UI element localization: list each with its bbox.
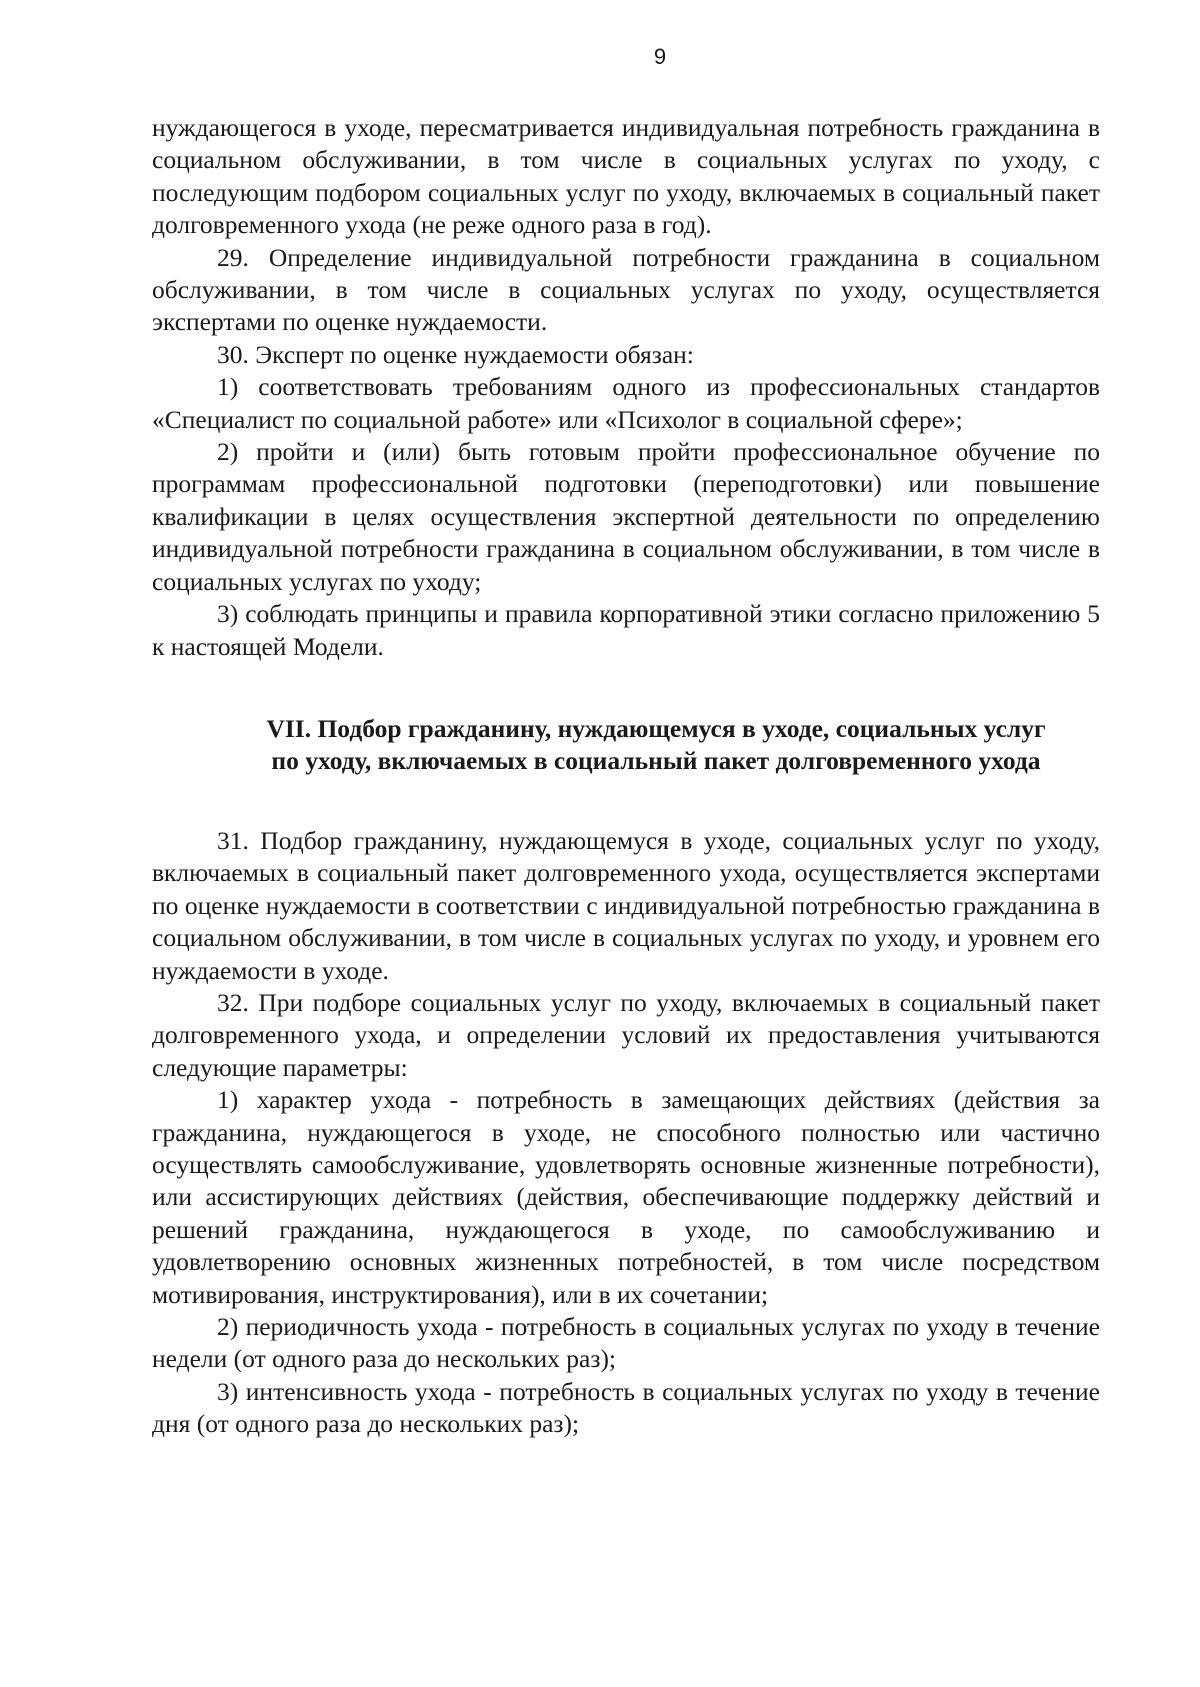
section-heading-line: по уходу, включаемых в социальный пакет долговременного ухода [271, 745, 1041, 775]
page-number: 9 [653, 44, 667, 69]
list-item: 2) пройти и (или) быть готовым пройти профессиональное обучение по программам профессиональной подготовки (переподготовки) или повышение квалификации в целях осуществления экспертной деятельности по определению индивидуальной потребности гражданина в социальном обслуживании, в том числе в социальных услугах по уходу; [152, 437, 1100, 596]
paragraph: нуждающегося в уходе, пересматривается индивидуальная потребность гражданина в социальном обслуживании, в том числе в социальных услугах по уходу, с последующим подбором социальных услуг по уходу, включаемых в социальный пакет долговременного ухода (не реже одного раза в год). [152, 113, 1100, 240]
paragraph: 32. При подборе социальных услуг по уходу, включаемых в социальный пакет долговременного ухода, и определении условий их предоставления учитываются следующие параметры: [152, 987, 1100, 1082]
list-item: 3) соблюдать принципы и правила корпоративной этики согласно приложению 5 к настоящей Модели. [152, 599, 1100, 661]
list-item: 1) характер ухода - потребность в замещающих действиях (действия за гражданина, нуждающегося в уходе, не способного полностью или частично осуществлять самообслуживание, удовлетворять основные жизненные потребности), или ассистирующих действиях (действия, обеспечивающие поддержку действий и решений гражданина, нуждающегося в уходе, по самообслуживанию и удовлетворению основных жизненных потребностей, в том числе посредством мотивирования, инструктирования), или в их сочетании; [152, 1085, 1100, 1309]
document-body [152, 112, 1100, 1441]
list-item: 2) периодичность ухода - потребность в социальных услугах по уходу в течение недели (от одного раза до нескольких раз); [152, 1312, 1100, 1374]
section-heading-line: VII. Подбор гражданину, нуждающемуся в уходе, социальных услуг [266, 713, 1046, 743]
list-item: 3) интенсивность ухода - потребность в социальных услугах по уходу в течение дня (от одного раза до нескольких раз); [152, 1376, 1100, 1439]
paragraph: 31. Подбор гражданину, нуждающемуся в уходе, социальных услуг по уходу, включаемых в социальный пакет долговременного ухода, осуществляется экспертами по оценке нуждаемости в соответствии с индивидуальной потребностью гражданина в социальном обслуживании, в том числе в социальных услугах по уходу, и уровнем его нуждаемости в уходе. [152, 825, 1100, 985]
paragraph: 30. Эксперт по оценке нуждаемости обязан: [217, 339, 694, 369]
list-item: 1) соответствовать требованиям одного из профессиональных стандартов «Специалист по социальной работе» или «Психолог в социальной сфере»; [152, 372, 1100, 434]
paragraph: 29. Определение индивидуальной потребности гражданина в социальном обслуживании, в том числе в социальных услугах по уходу, осуществляется экспертами по оценке нуждаемости. [152, 242, 1100, 337]
section-heading [152, 713, 1100, 777]
